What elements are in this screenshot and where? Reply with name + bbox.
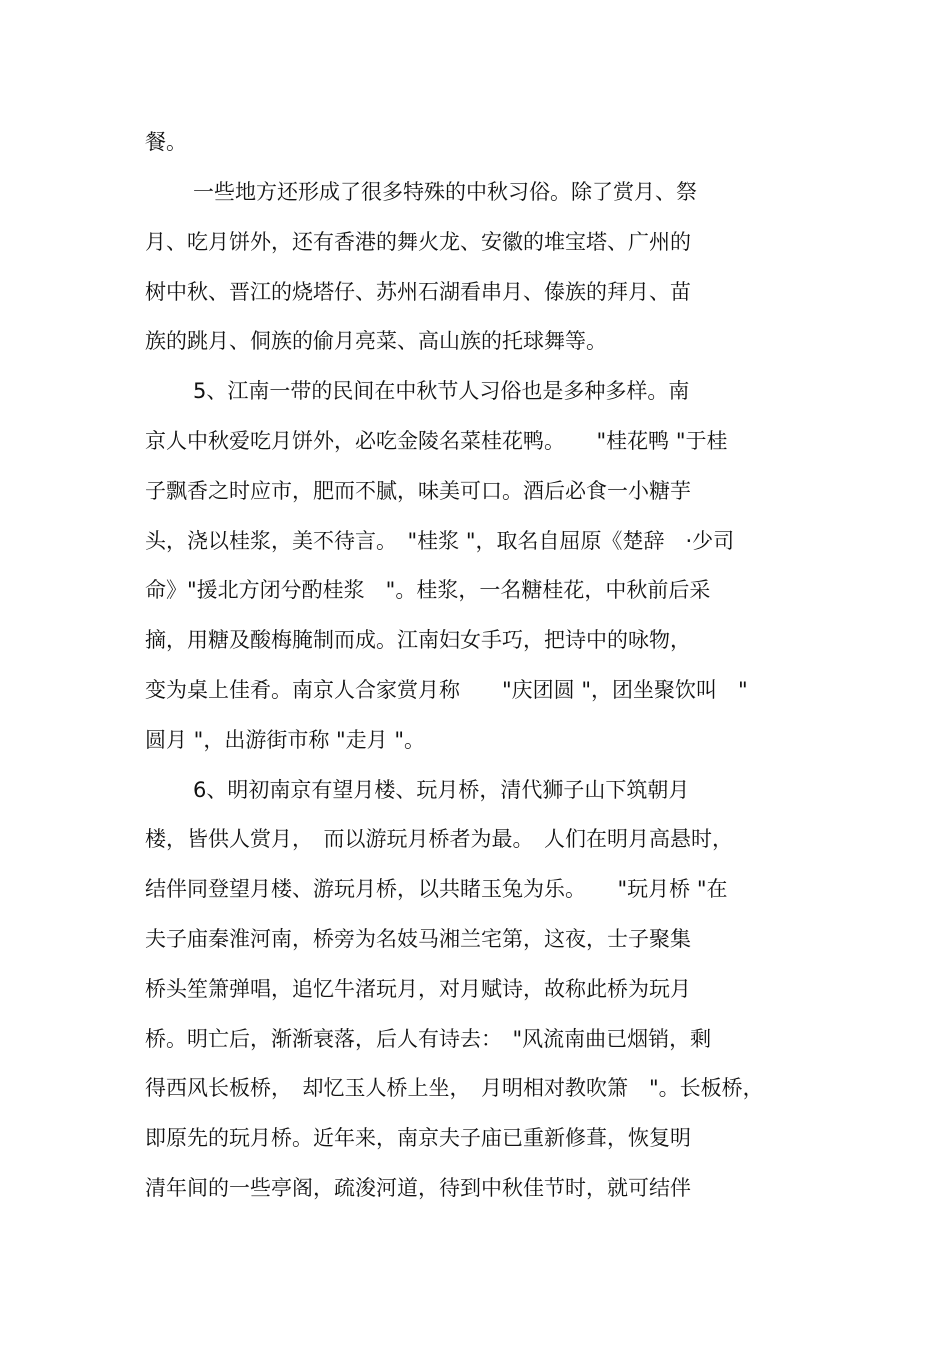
text-line: 子飘香之时应市，肥而不腻，味美可口。酒后必食一小糖芋 [145,479,691,503]
text-line: 圆月 "，出游街市称 "走月 "。 [145,728,426,752]
text-line: 即原先的玩月桥。近年来，南京夫子庙已重新修葺，恢复明 [145,1126,691,1150]
text-line: 月、吃月饼外，还有香港的舞火龙、安徽的堆宝塔、广州的 [145,230,691,254]
paragraph-start-line: 一些地方还形成了很多特殊的中秋习俗。除了赏月、祭 [193,180,697,204]
text-line: 命》"援北方闭兮酌桂浆 "。桂浆，一名糖桂花，中秋前后采 [145,578,711,602]
paragraph-start-line: 6、明初南京有望月楼、玩月桥，清代狮子山下筑朝月 [193,778,690,802]
text-line: 桥。明亡后，渐渐衰落，后人有诗去： "风流南曲已烟销，剩 [145,1027,712,1051]
paragraph-start-line: 5、江南一带的民间在中秋节人习俗也是多种多样。南 [193,379,690,403]
text-line: 京人中秋爱吃月饼外，必吃金陵名菜桂花鸭。 "桂花鸭 "于桂 [145,429,728,453]
text-line: 树中秋、晋江的烧塔仔、苏州石湖看串月、傣族的拜月、苗 [145,280,691,304]
text-line: 清年间的一些亭阁，疏浚河道，待到中秋佳节时，就可结伴 [145,1176,691,1200]
text-line: 族的跳月、侗族的偷月亮菜、高山族的托球舞等。 [145,329,607,353]
text-line: 变为桌上佳肴。南京人合家赏月称 "庆团圆 "，团坐聚饮叫 " [145,678,748,702]
text-line: 桥头笙箫弹唱，追忆牛渚玩月，对月赋诗，故称此桥为玩月 [145,977,691,1001]
text-line: 结伴同登望月楼、游玩月桥，以共睹玉兔为乐。 "玩月桥 "在 [145,877,728,901]
text-line: 摘，用糖及酸梅腌制而成。江南妇女手巧，把诗中的咏物， [145,628,691,652]
text-line: 楼，皆供人赏月， 而以游玩月桥者为最。 人们在明月高悬时， [145,827,733,851]
text-line: 得西风长板桥， 却忆玉人桥上坐， 月明相对教吹箫 "。长板桥， [145,1076,764,1100]
text-line: 餐。 [145,130,187,154]
text-line: 头，浇以桂浆，美不待言。 "桂浆 "，取名自屈原《楚辞 ·少司 [145,529,735,553]
text-line: 夫子庙秦淮河南，桥旁为名妓马湘兰宅第，这夜，士子聚集 [145,927,691,951]
